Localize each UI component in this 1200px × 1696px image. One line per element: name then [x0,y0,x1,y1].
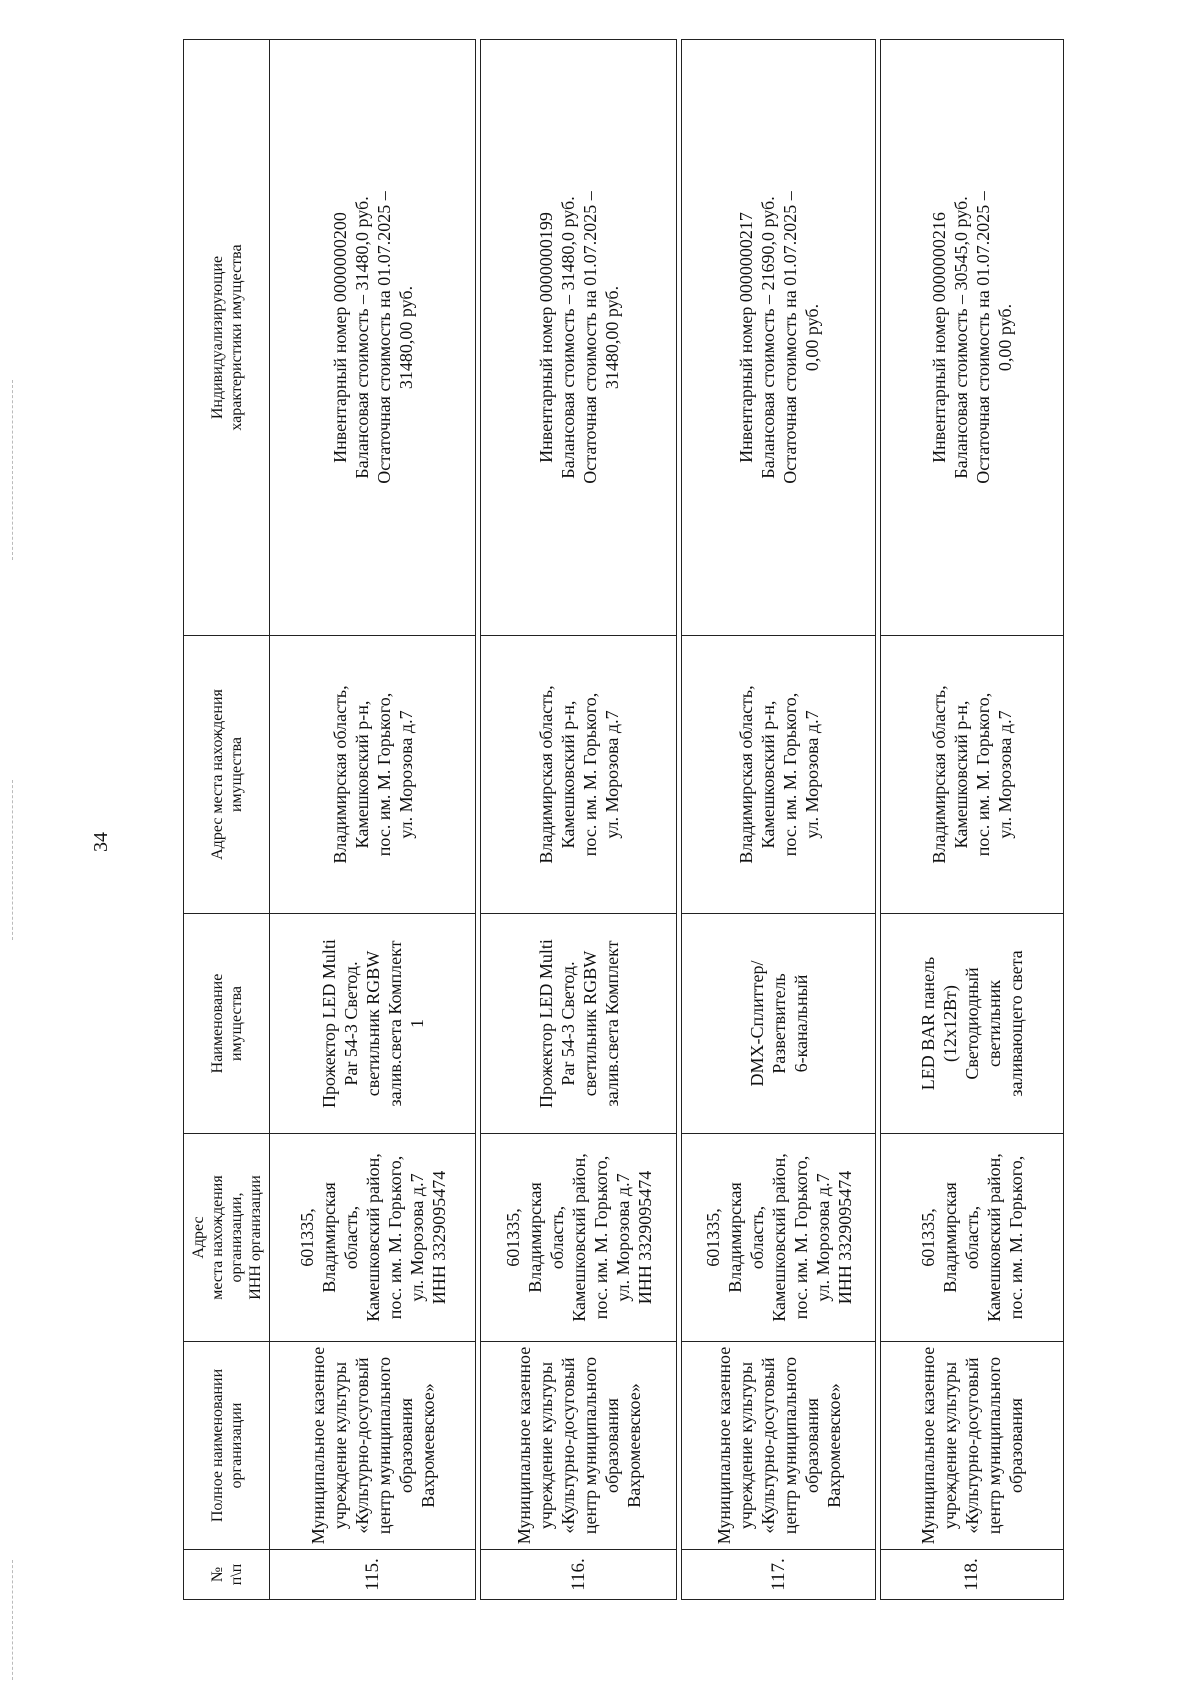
cell-org-address: 601335, Владимирская область, Камешковский район, пос. им. М. Горького, ул. Морозова д.7 ИНН 3329095474 [682,1134,876,1342]
cell-org-name: Муниципальное казенное учреждение культуры «Культурно-досуговый центр муниципального образования Вахромеевское» [481,1342,677,1550]
table-row [881,40,1064,1600]
cell-item-address: Владимирская область, Камешковский р-н, пос. им. М. Горького, ул. Морозова д.7 [270,636,476,914]
page-number: 34 [90,832,112,852]
cell-characteristics: Инвентарный номер 0000000217 Балансовая стоимость – 21690,0 руб. Остаточная стоимость на 01.07.2025 – 0,00 руб. [682,40,876,636]
property-table [183,39,1064,1600]
scan-edge-line [12,380,14,560]
cell-org-name: Муниципальное казенное учреждение культуры «Культурно-досуговый центр муниципального образования [881,1342,1064,1550]
cell-characteristics: Инвентарный номер 0000000200 Балансовая стоимость – 31480,0 руб. Остаточная стоимость на 01.07.2025 – 31480,00 руб. [270,40,476,636]
header-num: № п\п [184,1550,270,1600]
cell-num: 116. [481,1550,677,1600]
cell-characteristics: Инвентарный номер 0000000199 Балансовая стоимость – 31480,0 руб. Остаточная стоимость на 01.07.2025 – 31480,00 руб. [481,40,677,636]
cell-item-address: Владимирская область, Камешковский р-н, пос. им. М. Горького, ул. Морозова д.7 [481,636,677,914]
cell-item-name: LED BAR панель (12x12Вт) Светодиодный светильник заливающего света [881,914,1064,1134]
cell-item-name: Прожектор LED Multi Par 54-3 Светод. светильник RGBW залив.света Комплект 1 [270,914,476,1134]
header-characteristics: Индивидуализирующие характеристики имущества [184,40,270,636]
cell-characteristics: Инвентарный номер 0000000216 Балансовая стоимость – 30545,0 руб. Остаточная стоимость на 01.07.2025 – 0,00 руб. [881,40,1064,636]
cell-org-address: 601335, Владимирская область, Камешковский район, пос. им. М. Горького, ул. Морозова д.7 ИНН 3329095474 [270,1134,476,1342]
table-row [270,40,476,1600]
cell-num: 117. [682,1550,876,1600]
table-header-row [184,40,270,1600]
table-row [682,40,876,1600]
cell-org-address: 601335, Владимирская область, Камешковский район, пос. им. М. Горького, [881,1134,1064,1342]
cell-org-address: 601335, Владимирская область, Камешковский район, пос. им. М. Горького, ул. Морозова д.7 ИНН 3329095474 [481,1134,677,1342]
cell-num: 118. [881,1550,1064,1600]
header-item-address: Адрес места нахождения имущества [184,636,270,914]
cell-item-address: Владимирская область, Камешковский р-н, пос. им. М. Горького, ул. Морозова д.7 [682,636,876,914]
cell-item-name: DMX-Сплиттер/ Разветвитель 6-канальный [682,914,876,1134]
rotated-table-container [183,39,1064,1600]
cell-org-name: Муниципальное казенное учреждение культуры «Культурно-досуговый центр муниципального образования Вахромеевское» [270,1342,476,1550]
header-item-name: Наименование имущества [184,914,270,1134]
cell-item-name: Прожектор LED Multi Par 54-3 Светод. светильник RGBW залив.света Комплект [481,914,677,1134]
header-org-address: Адрес места нахождения организации, ИНН организации [184,1134,270,1342]
scan-edge-line [12,1560,14,1680]
table-row [481,40,677,1600]
header-org-name: Полное наименовании организации [184,1342,270,1550]
cell-num: 115. [270,1550,476,1600]
cell-org-name: Муниципальное казенное учреждение культуры «Культурно-досуговый центр муниципального образования Вахромеевское» [682,1342,876,1550]
cell-item-address: Владимирская область, Камешковский р-н, пос. им. М. Горького, ул. Морозова д.7 [881,636,1064,914]
scan-edge-line [12,780,14,940]
